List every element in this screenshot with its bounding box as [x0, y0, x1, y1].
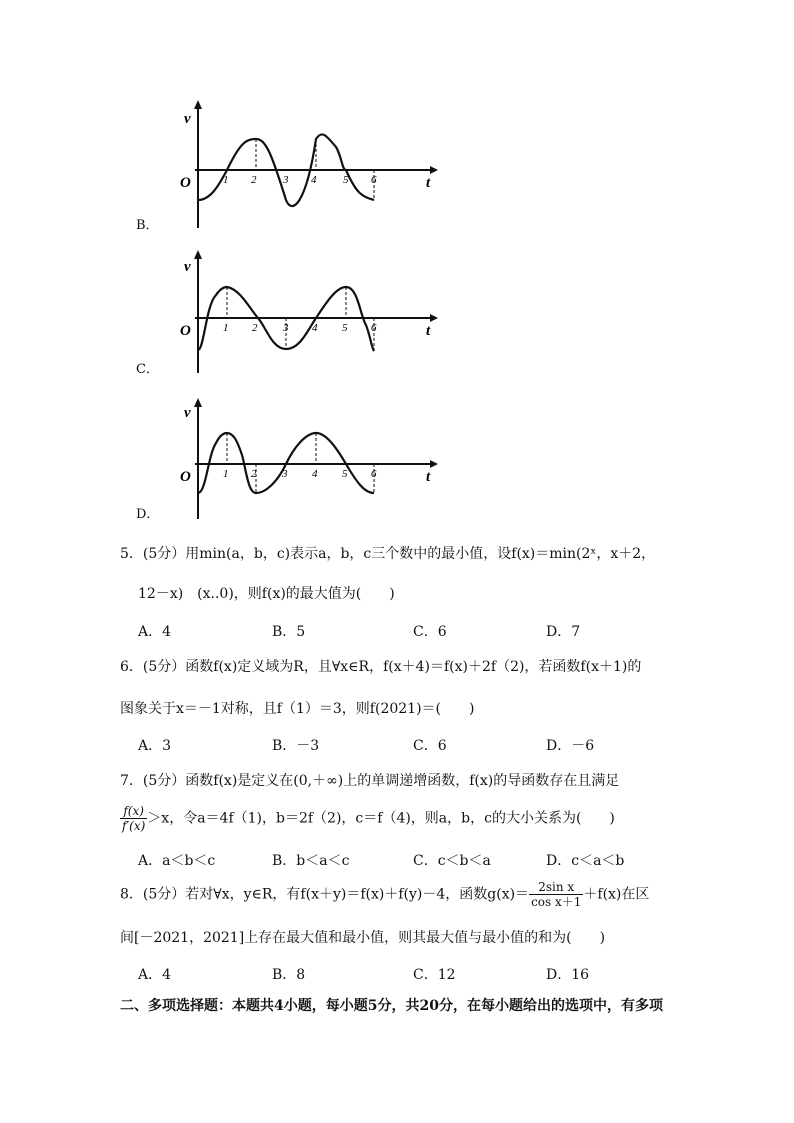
tick-6: 6: [371, 322, 377, 334]
option-b-label: B．: [136, 218, 159, 233]
q7-option-b[interactable]: B．b＜a＜c: [272, 853, 350, 869]
q5-line1: 5．(5分）用min(a，b，c)表示a，b，c三个数中的最小值，设f(x)＝min(2ˣ，x＋2，: [120, 546, 656, 562]
tick-3: 3: [283, 322, 289, 334]
q8-frac-den: cos x＋1: [531, 895, 582, 909]
q8-line1-b: ＋f(x)在区: [583, 886, 650, 903]
q8-option-b[interactable]: B．8: [272, 967, 306, 983]
q7-option-c[interactable]: C．c＜b＜a: [413, 853, 491, 869]
q8-line2: 间[－2021，2021]上存在最大值和最小值，则其最大值与最小值的和为( ): [120, 930, 606, 946]
q7-option-a[interactable]: A．a＜b＜c: [138, 853, 216, 869]
tick-5: 5: [342, 468, 348, 480]
tick-6: 6: [371, 174, 377, 186]
origin-label: O: [180, 323, 191, 339]
tick-3: 3: [283, 174, 289, 186]
tick-3: 3: [282, 468, 288, 480]
q5-option-c[interactable]: C．6: [413, 624, 447, 640]
q8-option-d[interactable]: D．16: [546, 967, 590, 983]
t-axis-arrow: [430, 460, 438, 468]
t-label: t: [426, 469, 431, 485]
tick-4: 4: [312, 468, 318, 480]
q7-line2: [120, 804, 615, 833]
q5-option-a[interactable]: A．4: [138, 624, 172, 640]
q6-line2: 图象关于x＝－1对称，且f（1）＝3，则f(2021)＝( ): [120, 701, 475, 717]
q8-option-c[interactable]: C．12: [413, 967, 456, 983]
q6-option-a[interactable]: A．3: [138, 738, 172, 754]
t-axis-arrow: [430, 314, 438, 322]
q7-fraction: [120, 804, 147, 833]
q6-line1: 6．(5分）函数f(x)定义域为R，且∀x∈R，f(x＋4)＝f(x)＋2f（2)，若函数f(x＋1)的: [120, 659, 642, 675]
tick-2: 2: [251, 468, 257, 480]
q5-line2: 12－x) (x..0)，则f(x)的最大值为( ): [138, 586, 395, 602]
v-axis-arrow: [194, 398, 202, 407]
v-label: v: [184, 405, 191, 421]
tick-5: 5: [343, 174, 349, 186]
q8-line1-a: 8．(5分）若对∀x，y∈R，有f(x＋y)＝f(x)＋f(y)－4，函数g(x)＝: [120, 886, 530, 903]
tick-4: 4: [312, 322, 318, 334]
q7-frac-den: f′(x): [122, 819, 146, 833]
option-c[interactable]: [130, 245, 430, 385]
option-d[interactable]: [130, 395, 430, 535]
tick-1: 1: [223, 468, 229, 480]
v-label: v: [184, 111, 191, 127]
graph-c: [160, 245, 440, 385]
q8-fraction: [529, 880, 583, 909]
tick-1: 1: [223, 174, 229, 186]
t-axis-arrow: [430, 166, 438, 174]
v-axis-arrow: [194, 250, 202, 259]
q7-frac-num: f(x): [120, 804, 147, 819]
tick-1: 1: [223, 322, 229, 334]
q7-option-d[interactable]: D．c＜a＜b: [546, 853, 625, 869]
v-axis-arrow: [194, 100, 202, 109]
tick-2: 2: [252, 322, 258, 334]
option-d-label: D．: [136, 507, 160, 522]
q6-option-d[interactable]: D．－6: [546, 738, 595, 754]
q8-line1: [120, 880, 649, 909]
q6-option-b[interactable]: B．－3: [272, 738, 320, 754]
origin-label: O: [180, 469, 191, 485]
q5-option-d[interactable]: D．7: [546, 624, 581, 640]
q7-line2-text: ＞x，令a＝4f（1)，b＝2f（2)，c＝f（4)，则a，b，c的大小关系为( ): [147, 810, 615, 827]
graph-d: [160, 395, 440, 535]
q8-option-a[interactable]: A．4: [138, 967, 172, 983]
section-2-heading: 二、多项选择题：本题共4小题，每小题5分，共20分，在每小题给出的选项中，有多项: [120, 998, 663, 1014]
tick-4: 4: [311, 174, 317, 186]
option-c-label: C．: [136, 362, 159, 377]
tick-2: 2: [251, 174, 257, 186]
origin-label: O: [180, 175, 191, 191]
q6-option-c[interactable]: C．6: [413, 738, 447, 754]
option-b[interactable]: [130, 95, 430, 235]
tick-6: 6: [371, 468, 377, 480]
q8-frac-num: 2sin x: [529, 880, 583, 895]
t-label: t: [426, 175, 431, 191]
graph-b: [160, 95, 440, 235]
tick-5: 5: [342, 322, 348, 334]
t-label: t: [426, 323, 431, 339]
q7-line1: 7．(5分）函数f(x)是定义在(0,＋∞)上的单调递增函数，f(x)的导函数存在且满足: [120, 773, 620, 789]
q5-option-b[interactable]: B．5: [272, 624, 306, 640]
v-label: v: [184, 259, 191, 275]
